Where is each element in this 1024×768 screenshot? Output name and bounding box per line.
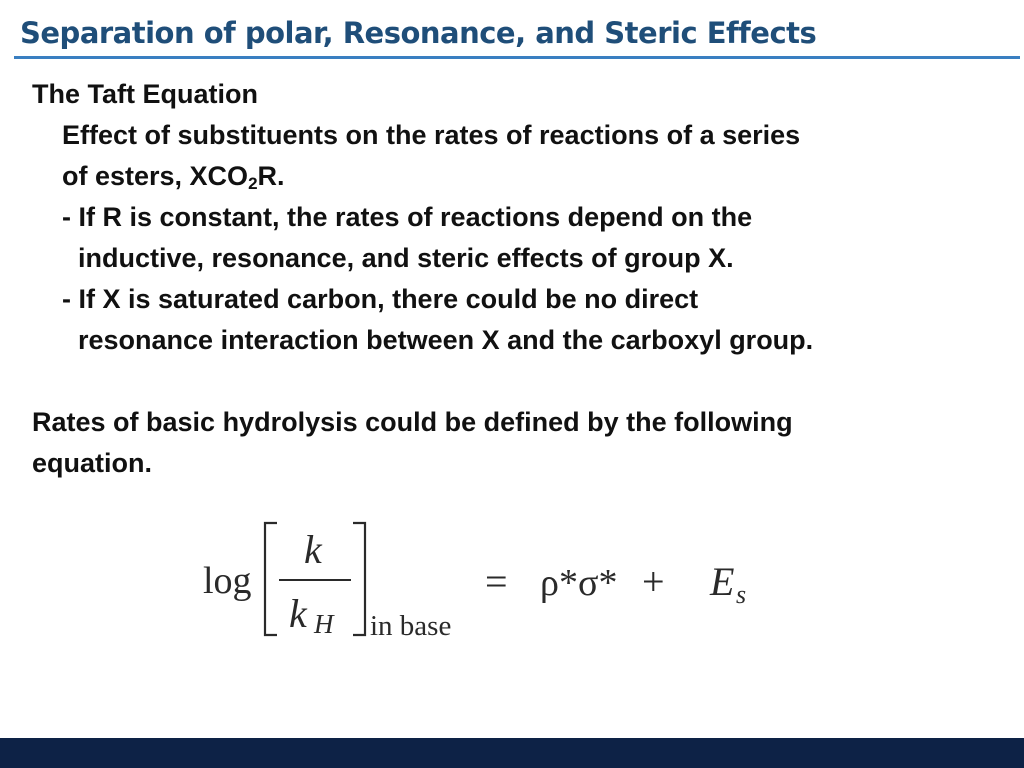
bullet-2-line-1: - If X is saturated carbon, there could be no direct [62, 284, 699, 314]
title-underline [14, 56, 1020, 59]
left-bracket [265, 523, 277, 635]
intro-line-2-post: R. [257, 161, 285, 191]
hydrolysis-line-1: Rates of basic hydrolysis could be defined by the following [32, 407, 793, 437]
footer-bar [0, 738, 1024, 768]
equation-log: log [203, 560, 252, 602]
equation-rho-sigma: ρ*σ* [540, 562, 618, 604]
intro-line-1: Effect of substituents on the rates of reactions of a series [62, 120, 801, 150]
equation-equals: = [485, 559, 508, 604]
slide-title: Separation of polar, Resonance, and Steric Effects [20, 16, 817, 50]
intro-line-2 [62, 156, 285, 196]
hydrolysis-line-2: equation. [32, 448, 152, 478]
equation-e-sub: s [736, 580, 747, 609]
equation-denominator-h: H [314, 609, 334, 639]
section-heading: The Taft Equation [32, 79, 258, 109]
bullet-1-line-2: inductive, resonance, and steric effects of group X. [78, 243, 734, 273]
right-bracket [353, 523, 365, 635]
bullet-1-line-1: - If R is constant, the rates of reactions depend on the [62, 202, 753, 232]
taft-equation [195, 515, 775, 655]
equation-plus: + [642, 559, 665, 604]
equation-in-base: in base [370, 610, 452, 642]
equation-e: E [710, 559, 735, 604]
intro-line-2-pre: of esters, XCO [62, 161, 249, 191]
subscript-two: 2 [248, 174, 258, 193]
bullet-2-line-2: resonance interaction between X and the carboxyl group. [78, 325, 814, 355]
equation-denominator-k: k [289, 591, 307, 636]
equation-numerator: k [304, 527, 322, 572]
